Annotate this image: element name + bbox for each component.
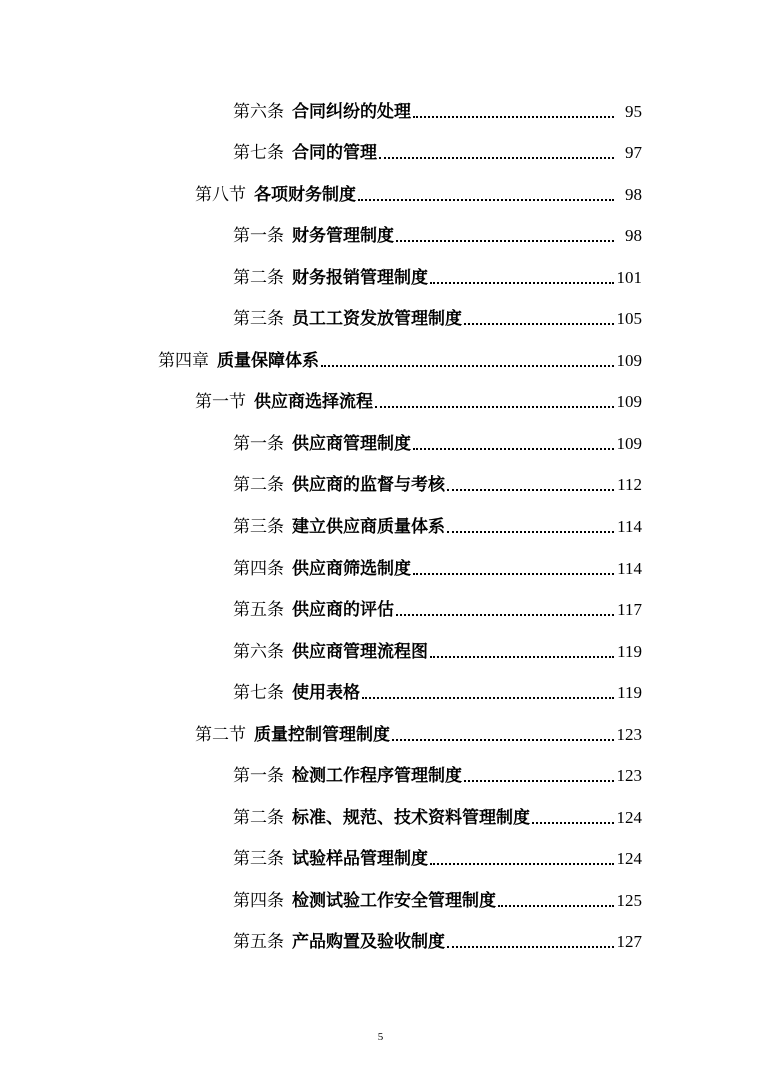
toc-entry[interactable] — [0, 379, 761, 421]
toc-entry-title: 合同纠纷的处理 — [292, 101, 411, 122]
dot-leader — [396, 614, 614, 616]
toc-entry-label: 第二节 — [195, 724, 246, 745]
dot-leader — [321, 365, 614, 367]
toc-entry-page: 98 — [625, 226, 642, 246]
toc-entry-page: 112 — [617, 475, 642, 495]
dot-leader — [413, 573, 614, 575]
toc-entry-title: 财务报销管理制度 — [292, 267, 428, 288]
toc-entry[interactable] — [0, 88, 761, 130]
toc-entry-title: 供应商筛选制度 — [292, 558, 411, 579]
toc-entry-page: 105 — [616, 309, 642, 329]
dot-leader — [358, 199, 614, 201]
toc-entry-title: 检测工作程序管理制度 — [292, 766, 462, 787]
toc-entry-page: 114 — [617, 517, 642, 537]
toc-entry-page: 97 — [625, 143, 642, 163]
toc-entry-page: 124 — [616, 849, 642, 869]
toc-entry[interactable] — [0, 670, 761, 712]
toc-entry[interactable] — [0, 130, 761, 172]
toc-entry-title: 标准、规范、技术资料管理制度 — [292, 807, 530, 828]
dot-leader — [430, 863, 614, 865]
toc-entry-label: 第一条 — [233, 766, 284, 787]
toc-entry-label: 第一节 — [195, 392, 246, 413]
toc-entry-label: 第四条 — [233, 890, 284, 911]
dot-leader — [447, 489, 614, 491]
dot-leader — [379, 157, 614, 159]
toc-entry-page: 123 — [616, 766, 642, 786]
toc-entry-label: 第二条 — [233, 475, 284, 496]
dot-leader — [447, 531, 614, 533]
dot-leader — [464, 323, 614, 325]
toc-entry-page: 119 — [617, 641, 642, 661]
toc-entry[interactable] — [0, 420, 761, 462]
dot-leader — [498, 905, 614, 907]
toc-entry-page: 109 — [616, 433, 642, 453]
toc-entry-title: 质量控制管理制度 — [254, 724, 390, 745]
toc-entry-page: 109 — [616, 350, 642, 370]
toc-entry-title: 建立供应商质量体系 — [292, 517, 445, 538]
toc-entry-label: 第三条 — [233, 309, 284, 330]
toc-entry-page: 114 — [617, 558, 642, 578]
dot-leader — [396, 240, 614, 242]
toc-entry-page: 123 — [616, 724, 642, 744]
toc-entry[interactable] — [0, 794, 761, 836]
toc-entry-label: 第五条 — [233, 932, 284, 953]
toc-entry-title: 各项财务制度 — [254, 184, 356, 205]
toc-entry-title: 供应商的监督与考核 — [292, 475, 445, 496]
toc-entry[interactable] — [0, 296, 761, 338]
toc-entry-label: 第二条 — [233, 807, 284, 828]
toc-entry-page: 101 — [616, 267, 642, 287]
toc-entry-page: 125 — [616, 890, 642, 910]
toc-entry-label: 第六条 — [233, 641, 284, 662]
toc-entry-title: 供应商管理制度 — [292, 433, 411, 454]
toc-entry[interactable] — [0, 753, 761, 795]
toc-entry-title: 供应商选择流程 — [254, 392, 373, 413]
toc-entry-title: 检测试验工作安全管理制度 — [292, 890, 496, 911]
toc-entry-title: 合同的管理 — [292, 143, 377, 164]
toc-entry-chapter[interactable] — [0, 337, 761, 379]
toc-entry-page: 109 — [616, 392, 642, 412]
dot-leader — [532, 822, 614, 824]
toc-entry-page: 95 — [625, 101, 642, 121]
toc-entry-title: 产品购置及验收制度 — [292, 932, 445, 953]
toc-entry-page: 117 — [617, 600, 642, 620]
toc-entry[interactable] — [0, 171, 761, 213]
toc-entry[interactable] — [0, 213, 761, 255]
toc-entry[interactable] — [0, 711, 761, 753]
page-number: 5 — [377, 1031, 384, 1043]
toc-entry-label: 第一条 — [233, 226, 284, 247]
toc-entry-label: 第二条 — [233, 267, 284, 288]
toc-entry-label: 第七条 — [233, 143, 284, 164]
toc-entry-label: 第六条 — [233, 101, 284, 122]
toc-entry-title: 质量保障体系 — [217, 350, 319, 371]
toc-entry-label: 第一条 — [233, 433, 284, 454]
toc-entry-title: 供应商管理流程图 — [292, 641, 428, 662]
toc-entry-title: 使用表格 — [292, 683, 360, 704]
toc-entry-label: 第三条 — [233, 517, 284, 538]
dot-leader — [413, 116, 614, 118]
toc-entry[interactable] — [0, 503, 761, 545]
toc-entry[interactable] — [0, 545, 761, 587]
toc-entry[interactable] — [0, 254, 761, 296]
toc-entry-title: 员工工资发放管理制度 — [292, 309, 462, 330]
toc-entry-label: 第四条 — [233, 558, 284, 579]
toc-entry-title: 供应商的评估 — [292, 600, 394, 621]
dot-leader — [430, 282, 614, 284]
toc-entry-label: 第三条 — [233, 849, 284, 870]
toc-entry-title: 试验样品管理制度 — [292, 849, 428, 870]
dot-leader — [362, 697, 614, 699]
dot-leader — [413, 448, 614, 450]
dot-leader — [447, 946, 614, 948]
dot-leader — [375, 406, 614, 408]
toc-entry[interactable] — [0, 919, 761, 961]
toc-entry[interactable] — [0, 877, 761, 919]
toc-entry-label: 第四章 — [158, 350, 209, 371]
dot-leader — [430, 656, 614, 658]
table-of-contents — [0, 88, 761, 960]
toc-entry-page: 127 — [616, 932, 642, 952]
toc-entry-label: 第七条 — [233, 683, 284, 704]
toc-entry[interactable] — [0, 836, 761, 878]
toc-entry-label: 第五条 — [233, 600, 284, 621]
dot-leader — [392, 739, 614, 741]
toc-entry[interactable] — [0, 462, 761, 504]
toc-entry[interactable] — [0, 587, 761, 629]
toc-entry-label: 第八节 — [195, 184, 246, 205]
toc-entry-page: 124 — [616, 807, 642, 827]
toc-entry-page: 98 — [625, 184, 642, 204]
dot-leader — [464, 780, 614, 782]
toc-entry[interactable] — [0, 628, 761, 670]
toc-entry-title: 财务管理制度 — [292, 226, 394, 247]
toc-entry-page: 119 — [617, 683, 642, 703]
